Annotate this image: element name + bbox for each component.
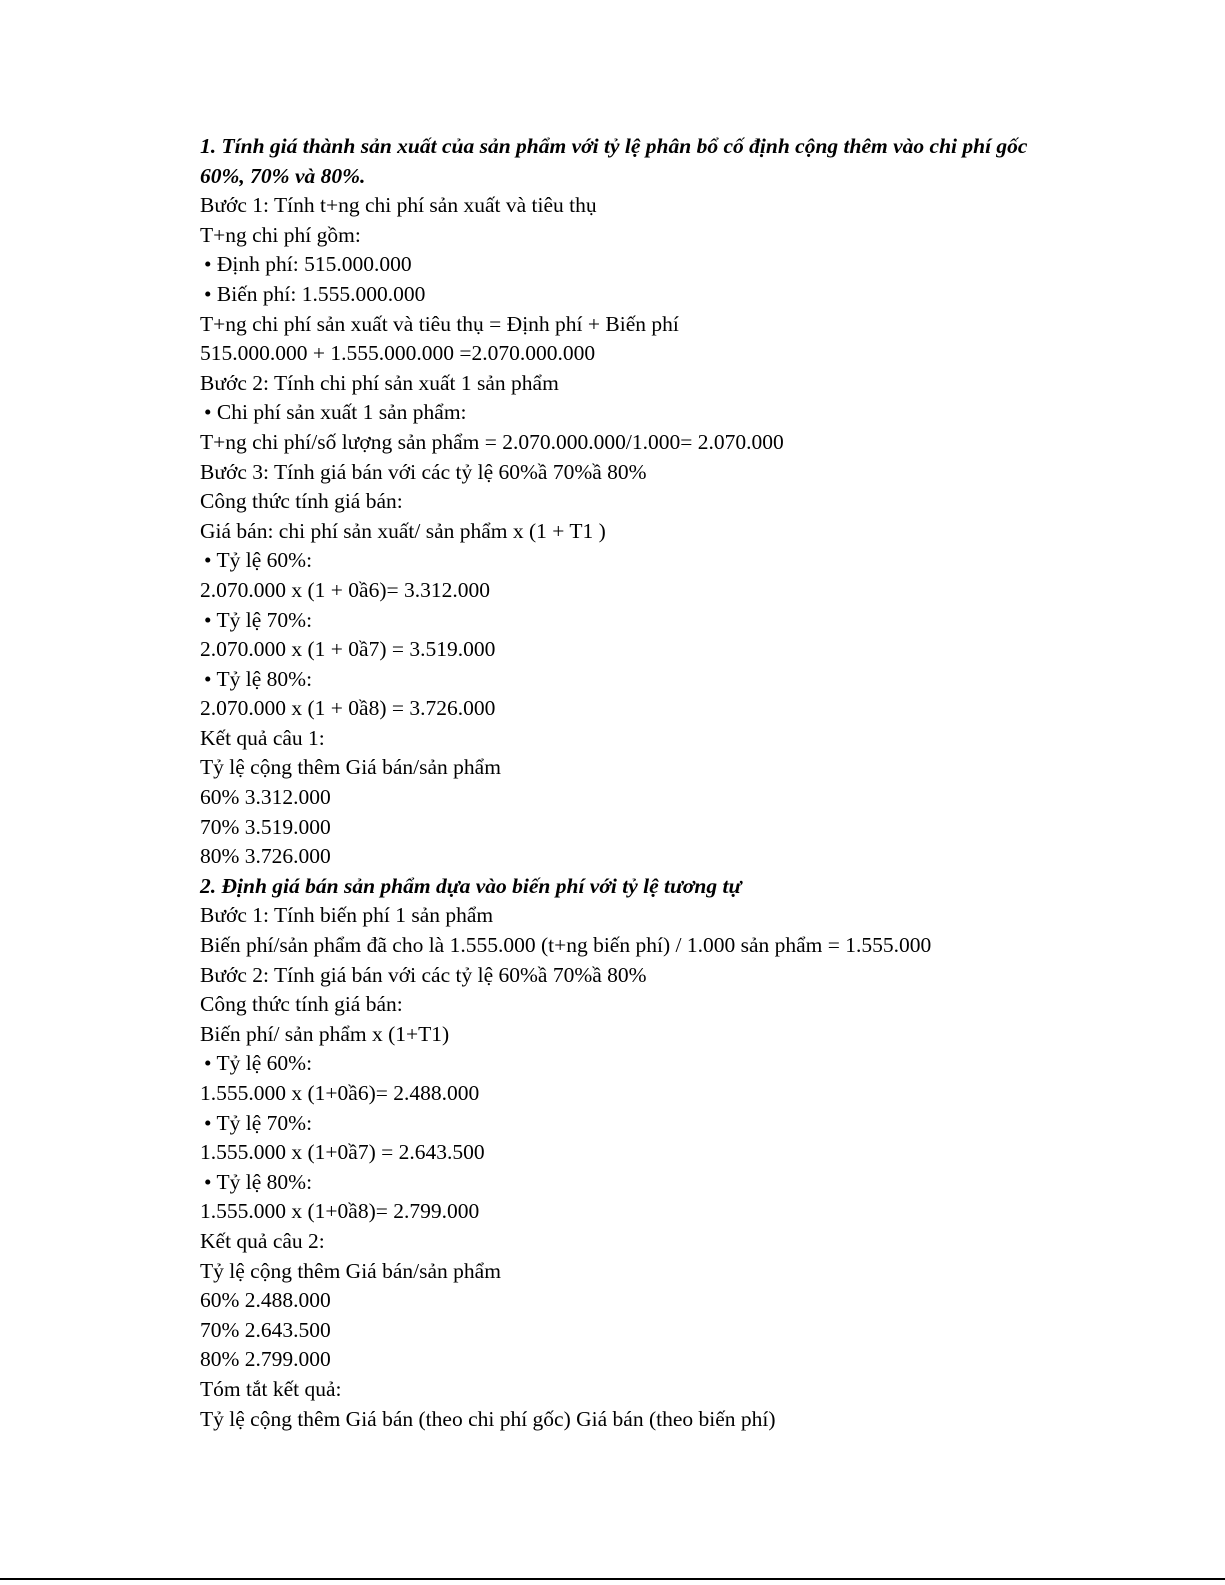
- text-line: 2.070.000 x (1 + 0ầ7) = 3.519.000: [200, 637, 496, 662]
- bullet-item: • Định phí: 515.000.000: [204, 252, 412, 277]
- text-line: Tóm tắt kết quả:: [200, 1376, 342, 1401]
- text-line: 70% 3.519.000: [200, 814, 331, 839]
- text-line: Bước 1: Tính t+ng chi phí sản xuất và tiêu thụ: [200, 193, 597, 218]
- text-line: 70% 2.643.500: [200, 1317, 331, 1342]
- text-line: 1.555.000 x (1+0ầ7) = 2.643.500: [200, 1140, 485, 1165]
- text-line: Bước 1: Tính biến phí 1 sản phẩm: [200, 903, 494, 928]
- text-line: 1.555.000 x (1+0ầ8)= 2.799.000: [200, 1199, 480, 1224]
- bullet-item: • Tỷ lệ 70%:: [204, 607, 313, 632]
- text-line: Bước 3: Tính giá bán với các tỷ lệ 60%ầ 70%ầ 80%: [200, 459, 647, 484]
- text-line: 515.000.000 + 1.555.000.000 =2.070.000.000: [200, 341, 596, 366]
- bullet-item: • Tỷ lệ 70%:: [204, 1110, 313, 1135]
- text-line: 80% 2.799.000: [200, 1347, 331, 1372]
- text-line: Công thức tính giá bán:: [200, 489, 403, 514]
- bullet-item: • Biến phí: 1.555.000.000: [204, 281, 426, 306]
- bullet-item: • Tỷ lệ 80%:: [204, 1169, 313, 1194]
- bullet-item: • Tỷ lệ 80%:: [204, 666, 313, 691]
- bullet-item: • Tỷ lệ 60%:: [204, 1051, 313, 1076]
- text-line: 2.070.000 x (1 + 0ầ6)= 3.312.000: [200, 577, 490, 602]
- section-heading: 1. Tính giá thành sản xuất của sản phẩm với tỷ lệ phân bổ cố định cộng thêm vào chi phí gốc 60%, 70% và 80%.: [200, 134, 1028, 188]
- text-line: T+ng chi phí/số lượng sản phẩm = 2.070.000.000/1.000= 2.070.000: [200, 429, 784, 454]
- text-line: Bước 2: Tính giá bán với các tỷ lệ 60%ầ 70%ầ 80%: [200, 962, 647, 987]
- text-line: 80% 3.726.000: [200, 844, 331, 869]
- text-line: T+ng chi phí sản xuất và tiêu thụ = Định phí + Biến phí: [200, 311, 679, 336]
- text-line: Tỷ lệ cộng thêm Giá bán (theo chi phí gốc) Giá bán (theo biến phí): [200, 1406, 776, 1431]
- text-line: Biến phí/sản phẩm đã cho là 1.555.000 (t+ng biến phí) / 1.000 sản phẩm = 1.555.000: [200, 933, 932, 958]
- text-line: T+ng chi phí gồm:: [200, 222, 361, 247]
- text-line: Kết quả câu 1:: [200, 725, 325, 750]
- document-body: [200, 132, 1030, 1434]
- section-heading: 2. Định giá bán sản phẩm dựa vào biến phí với tỷ lệ tương tự: [200, 873, 742, 898]
- text-line: 60% 2.488.000: [200, 1288, 331, 1313]
- text-line: Tỷ lệ cộng thêm Giá bán/sản phẩm: [200, 1258, 501, 1283]
- page-bottom-rule: [0, 1578, 1225, 1580]
- text-line: Công thức tính giá bán:: [200, 992, 403, 1017]
- text-line: 1.555.000 x (1+0ầ6)= 2.488.000: [200, 1081, 480, 1105]
- text-line: Giá bán: chi phí sản xuất/ sản phẩm x (1 + T1 ): [200, 518, 606, 543]
- text-line: Kết quả câu 2:: [200, 1228, 325, 1253]
- text-line: Tỷ lệ cộng thêm Giá bán/sản phẩm: [200, 755, 501, 780]
- text-line: Bước 2: Tính chi phí sản xuất 1 sản phẩm: [200, 370, 559, 395]
- text-line: 60% 3.312.000: [200, 785, 331, 810]
- bullet-item: • Chi phí sản xuất 1 sản phẩm:: [204, 400, 467, 425]
- text-line: Biến phí/ sản phẩm x (1+T1): [200, 1021, 450, 1046]
- bullet-item: • Tỷ lệ 60%:: [204, 548, 313, 573]
- text-line: 2.070.000 x (1 + 0ầ8) = 3.726.000: [200, 696, 496, 721]
